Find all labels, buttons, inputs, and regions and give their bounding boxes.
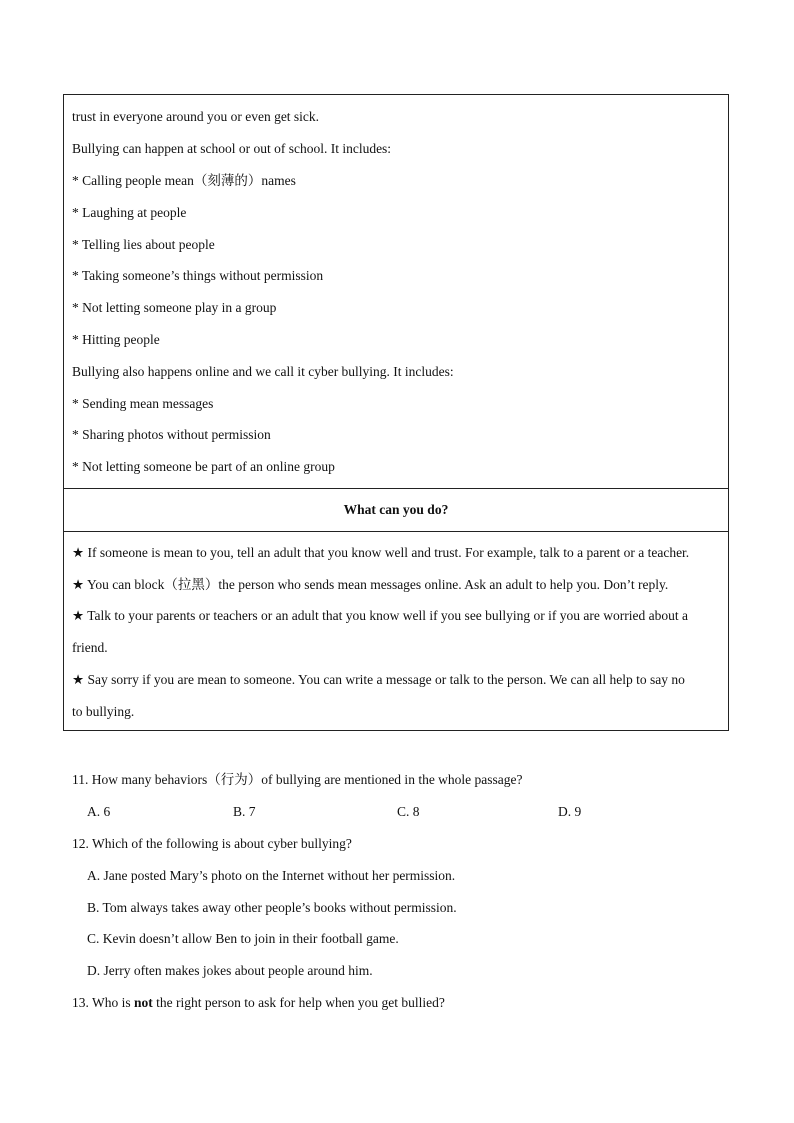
table-divider [64, 488, 728, 489]
question-12-option-c: C. Kevin doesn’t allow Ben to join in their football game. [87, 931, 399, 946]
section-heading: What can you do? [343, 502, 449, 517]
question-13-suffix: the right person to ask for help when you get bullied? [152, 995, 445, 1010]
list-item: * Laughing at people [72, 205, 187, 220]
question-13-prefix: 13. Who is [72, 995, 135, 1010]
advice-item: ★ Talk to your parents or teachers or an adult that you know well if you see bullying or if you are worried about a [72, 608, 688, 623]
question-12-stem: 12. Which of the following is about cyber bullying? [72, 836, 352, 851]
passage-line: trust in everyone around you or even get sick. [72, 109, 320, 124]
list-item: * Taking someone’s things without permission [72, 268, 324, 283]
question-13-stem [72, 994, 445, 1012]
advice-item: ★ You can block（拉黑）the person who sends mean messages online. Ask an adult to help you. Don’t reply. [72, 577, 669, 592]
table-divider [64, 531, 728, 532]
question-11-option-c: C. 8 [397, 804, 420, 819]
advice-continuation: friend. [72, 640, 108, 655]
list-item: * Hitting people [72, 332, 160, 347]
list-item: * Not letting someone be part of an online group [72, 459, 335, 474]
list-item: * Sharing photos without permission [72, 427, 271, 442]
list-item: * Not letting someone play in a group [72, 300, 277, 315]
question-12-option-a: A. Jane posted Mary’s photo on the Internet without her permission. [87, 868, 456, 883]
question-11-option-b: B. 7 [233, 804, 256, 819]
question-12-option-d: D. Jerry often makes jokes about people around him. [87, 963, 373, 978]
advice-continuation: to bullying. [72, 704, 135, 719]
advice-item: ★ If someone is mean to you, tell an adult that you know well and trust. For example, talk to a parent or a teacher. [72, 545, 690, 560]
question-12-option-b: B. Tom always takes away other people’s books without permission. [87, 900, 457, 915]
passage-line: Bullying can happen at school or out of school. It includes: [72, 141, 392, 156]
advice-item: ★ Say sorry if you are mean to someone. You can write a message or talk to the person. We can all help to say no [72, 672, 685, 687]
question-11-option-a: A. 6 [87, 804, 111, 819]
list-item: * Telling lies about people [72, 237, 215, 252]
question-11-stem: 11. How many behaviors（行为）of bullying are mentioned in the whole passage? [72, 772, 523, 787]
passage-body [64, 95, 728, 488]
question-13-emphasis: not [134, 995, 153, 1010]
question-11-option-d: D. 9 [558, 804, 582, 819]
passage-box [63, 94, 729, 731]
list-item: * Calling people mean（刻薄的）names [72, 173, 296, 188]
passage-line: Bullying also happens online and we call it cyber bullying. It includes: [72, 364, 454, 379]
list-item: * Sending mean messages [72, 396, 214, 411]
